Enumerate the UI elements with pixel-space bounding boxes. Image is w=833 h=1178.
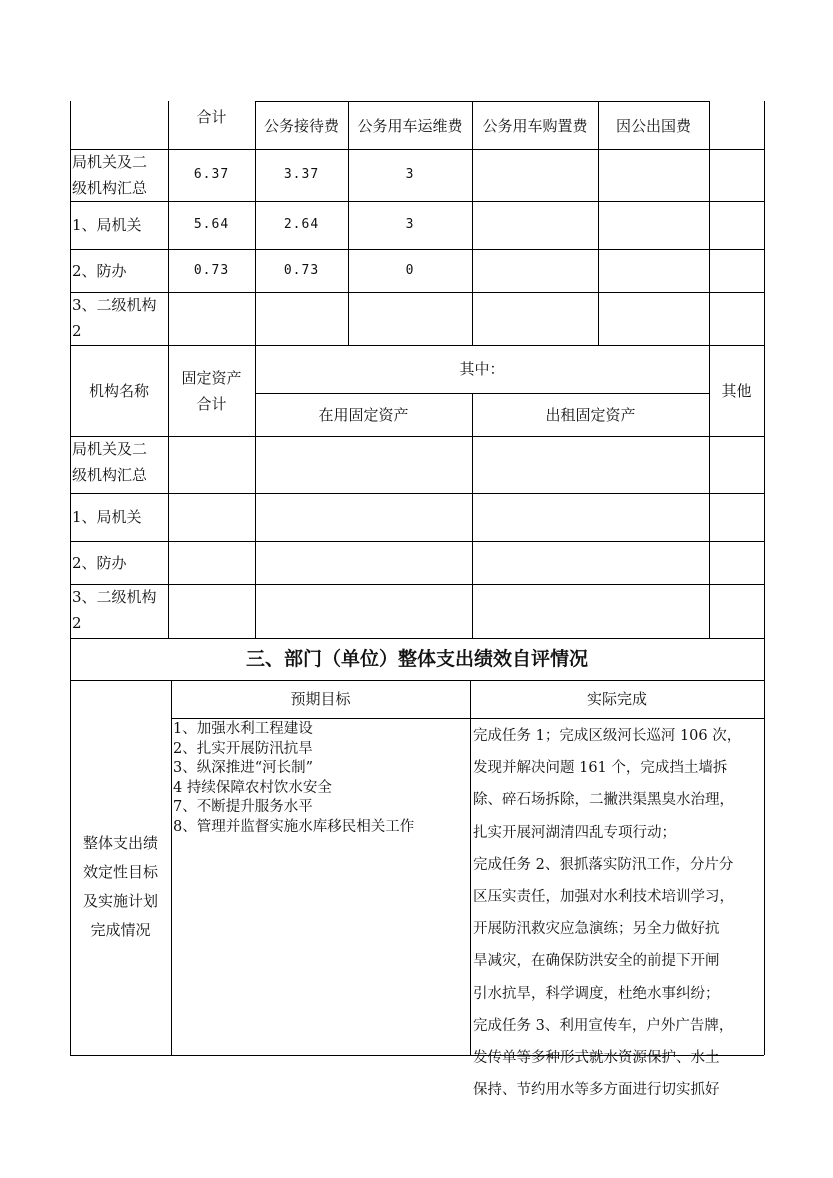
section-row-label [70, 718, 171, 1055]
assets-row-secondary-name [70, 584, 168, 638]
of-which-header: 其中： [459, 360, 505, 378]
expected-goals-list [173, 720, 468, 837]
actual-line: 除、碎石场拆除，二撇洪渠黑臭水治理， [473, 792, 734, 809]
row-label-line1: 整体支出绩 [82, 833, 158, 852]
other-header: 其他 [721, 381, 752, 400]
actual-line: 发现并解决问题 161 个，完成挡土墙拆 [473, 760, 728, 777]
row-summary-name-line2: 级机构汇总 [72, 179, 148, 197]
actual-line: 完成任务 3、利用宣传车，户外广告牌， [473, 1017, 734, 1034]
actual-line: 完成任务 2、狠抓落实防汛工作，分片分 [473, 856, 734, 873]
assets-row-summary-line1: 局机关及二 [72, 440, 148, 458]
row-label-line2: 效定性目标 [82, 862, 158, 881]
header-vehicle-purchase: 公务用车购置费 [482, 117, 588, 135]
actual-line: 完成任务 1；完成区级河长巡河 106 次， [473, 728, 742, 744]
org-name-header: 机构名称 [88, 381, 149, 400]
goal-item: 3、纵深推进“河长制” [173, 760, 314, 776]
row-secondary-name-line2: 2 [72, 322, 82, 340]
row-summary-name [70, 149, 168, 201]
goal-item: 8、管理并监督实施水库移民相关工作 [173, 818, 415, 835]
actual-completion-header: 实际完成 [586, 690, 647, 708]
actual-completion-text [473, 720, 763, 1106]
row-bureau-total: 5.64 [193, 217, 230, 232]
row-bureau-reception: 2.64 [283, 217, 320, 232]
fixed-assets-total-line2: 合计 [196, 394, 227, 413]
assets-row-secondary-line2: 2 [72, 614, 82, 632]
actual-line: 旱减灾，在确保防洪安全的前提下开闸 [473, 953, 720, 970]
actual-line: 保持、节约用水等多方面进行切实抓好 [473, 1082, 720, 1099]
goal-item: 1、加强水利工程建设 [173, 721, 313, 737]
rented-assets-header: 出租固定资产 [545, 405, 636, 424]
assets-row-bureau-name: 1、局机关 [72, 508, 142, 526]
goal-item: 7、不断提升服务水平 [173, 799, 313, 815]
header-overseas: 因公出国费 [615, 117, 691, 135]
actual-line: 开展防汛救灾应急演练；另全力做好抗 [473, 921, 720, 938]
row-label-line4: 完成情况 [90, 920, 151, 939]
header-reception: 公务接待费 [263, 117, 339, 135]
row-summary-reception: 3.37 [283, 167, 320, 182]
row-flood-office-reception: 0.73 [283, 262, 320, 278]
goal-item: 4 持续保障农村饮水安全 [173, 779, 332, 796]
assets-row-summary-name [70, 436, 168, 493]
actual-line: 引水抗旱，科学调度，杜绝水事纠纷； [473, 985, 720, 1002]
row-summary-vehicle-ops: 3 [405, 167, 415, 182]
in-use-assets-header: 在用固定资产 [318, 405, 409, 424]
actual-line: 扎实开展河湖清四乱专项行动； [473, 824, 676, 841]
row-summary-total: 6.37 [193, 167, 230, 182]
fixed-assets-total-line1: 固定资产 [181, 368, 242, 387]
row-summary-name-line1: 局机关及二 [72, 153, 148, 171]
row-label-line3: 及实施计划 [82, 891, 158, 910]
assets-row-summary-line2: 级机构汇总 [72, 466, 148, 484]
expected-goals-header: 预期目标 [290, 690, 351, 708]
assets-row-secondary-line1: 3、二级机构 [72, 588, 157, 606]
row-flood-office-vehicle-ops: 0 [405, 262, 415, 278]
row-secondary-name [70, 292, 168, 345]
row-secondary-name-line1: 3、二级机构 [72, 296, 157, 314]
row-flood-office-total: 0.73 [193, 262, 230, 278]
row-bureau-vehicle-ops: 3 [405, 217, 415, 232]
actual-line: 发传单等多种形式就水资源保护、水土 [473, 1050, 720, 1067]
header-total: 合计 [196, 108, 227, 126]
assets-row-flood-office-name: 2、防办 [72, 553, 127, 572]
row-bureau-name: 1、局机关 [72, 216, 142, 234]
header-vehicle-ops: 公务用车运维费 [357, 117, 463, 135]
fixed-assets-total-header [168, 345, 255, 436]
row-flood-office-name: 2、防办 [72, 261, 127, 280]
section-title: 三、部门（单位）整体支出绩效自评情况 [245, 648, 588, 670]
goal-item: 2、扎实开展防汛抗旱 [173, 740, 313, 757]
actual-line: 区压实责任，加强对水利技术培训学习， [473, 889, 734, 906]
